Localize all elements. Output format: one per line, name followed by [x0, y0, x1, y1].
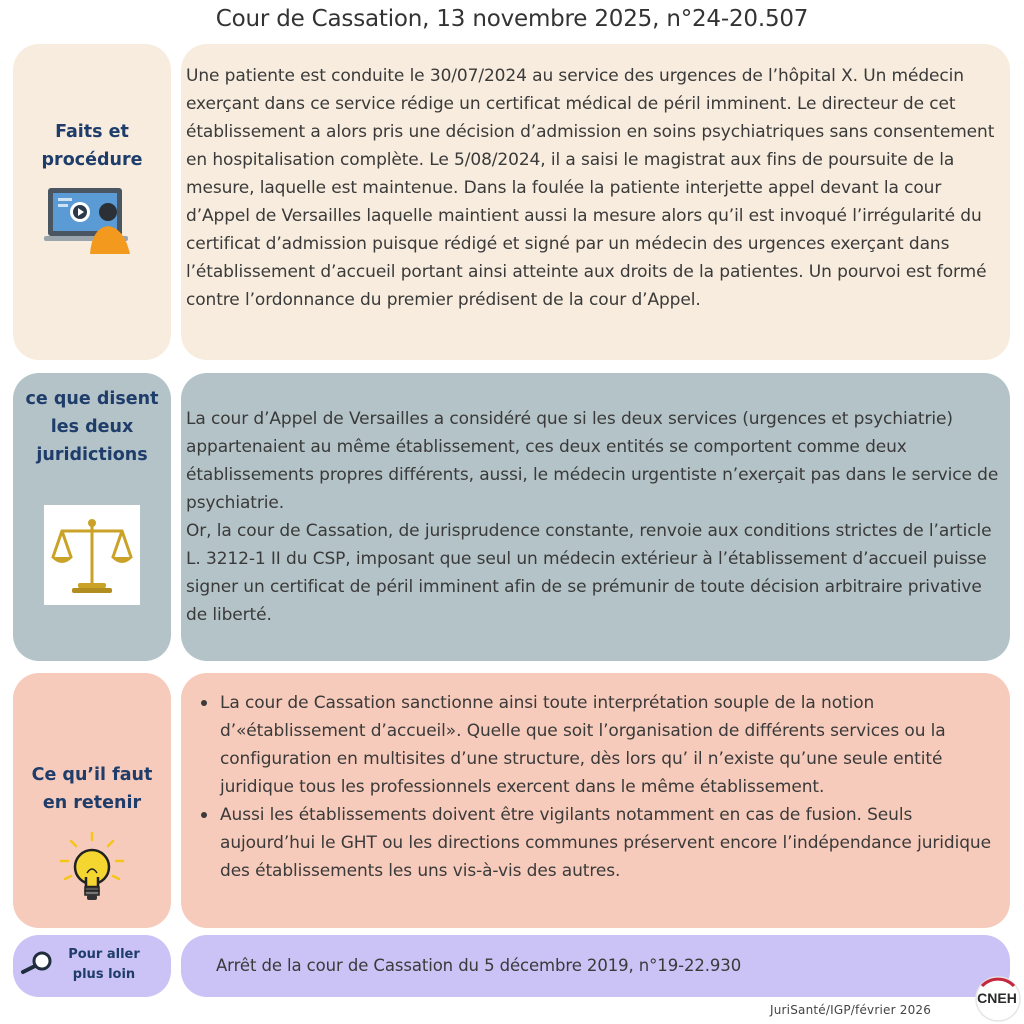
- scales-image-frame: [44, 505, 140, 605]
- jurisdictions-label-line3: juridictions: [36, 445, 148, 465]
- footer-credit: JuriSanté/IGP/février 2026: [770, 1003, 932, 1017]
- further-label-line1: Pour aller: [68, 947, 140, 962]
- video-presentation-icon: [44, 184, 140, 258]
- jurisdictions-paragraph-2: Or, la cour de Cassation, de jurisprudence constante, renvoie aux conditions strictes de l’article L. 3212-1 II du CSP, imposant que seul un médecin extérieur à l’établissement d’accueil puisse signer un certificat de péril imminent afin de se prémunir de toute décision arbitraire privative de liberté.: [186, 521, 992, 625]
- cneh-logo: [973, 974, 1023, 1024]
- logo-text: CNEH: [977, 990, 1017, 1006]
- takeaway-label-panel: [13, 673, 171, 928]
- magnifier-icon: [19, 949, 55, 975]
- takeaway-label-line2: en retenir: [42, 793, 142, 813]
- jurisdictions-label-line2: les deux: [50, 417, 134, 437]
- list-item: La cour de Cassation sanctionne ainsi toute interprétation souple de la notion d’«établissement d’accueil». Quelle que soit l’organisation de différents services ou la configuration en multisites d’une structure, dès lors qu’ il n’existe qu’une seule entité juridique tous les professionnels exercent dans le même établissement.: [199, 689, 1002, 801]
- scales-of-justice-icon: [50, 515, 134, 595]
- jurisdictions-label-line1: ce que disent: [25, 389, 159, 409]
- takeaway-text-panel: [181, 673, 1010, 928]
- takeaway-label-line1: Ce qu’il faut: [31, 765, 153, 785]
- light-bulb-icon: [57, 831, 127, 911]
- facts-label-line1: Faits et: [55, 122, 129, 142]
- further-label-line2: plus loin: [72, 967, 136, 982]
- facts-label-panel: [13, 44, 171, 360]
- facts-label-line2: procédure: [41, 150, 143, 170]
- jurisdictions-text-panel: [181, 373, 1010, 661]
- further-text: Arrêt de la cour de Cassation du 5 décembre 2019, n°19-22.930: [216, 956, 742, 975]
- jurisdictions-label-panel: [13, 373, 171, 661]
- facts-text-panel: [181, 44, 1010, 360]
- takeaway-bullet-list: [199, 689, 1002, 885]
- list-item: Aussi les établissements doivent être vigilants notamment en cas de fusion. Seuls aujourd’hui le GHT ou les directions communes préservent encore l’indépendance juridique des établissements les uns vis-à-vis des autres.: [199, 801, 1002, 885]
- jurisdictions-paragraph-1: La cour d’Appel de Versailles a considéré que si les deux services (urgences et psychiatrie) appartenaient au même établissement, ces deux entités se comportent comme deux établissements propres différents, aussi, le médecin urgentiste n’exerçait pas dans le service de psychiatrie.: [186, 409, 999, 513]
- further-text-panel: [181, 935, 1010, 997]
- further-label-panel: [13, 935, 171, 997]
- page-title: Cour de Cassation, 13 novembre 2025, n°24-20.507: [215, 6, 809, 32]
- facts-text: Une patiente est conduite le 30/07/2024 au service des urgences de l’hôpital X. Un médecin exerçant dans ce service rédige un certificat médical de péril imminent. Le directeur de cet établissement a alors pris une décision d’admission en soins psychiatriques sans consentement en hospitalisation complète. Le 5/08/2024, il a saisi le magistrat aux fins de poursuite de la mesure, laquelle est maintenue. Dans la foulée la patiente interjette appel devant la cour d’Appel de Versailles laquelle maintient aussi la mesure alors qu’il est invoqué l’irrégularité du certificat d’admission puisque rédigé et signé par un médecin des urgences exerçant dans l’établissement d’accueil portant ainsi atteinte aux droits de la patientes. Un pourvoi est formé contre l’ordonnance du premier prédisent de la cour d’Appel.: [186, 66, 995, 310]
